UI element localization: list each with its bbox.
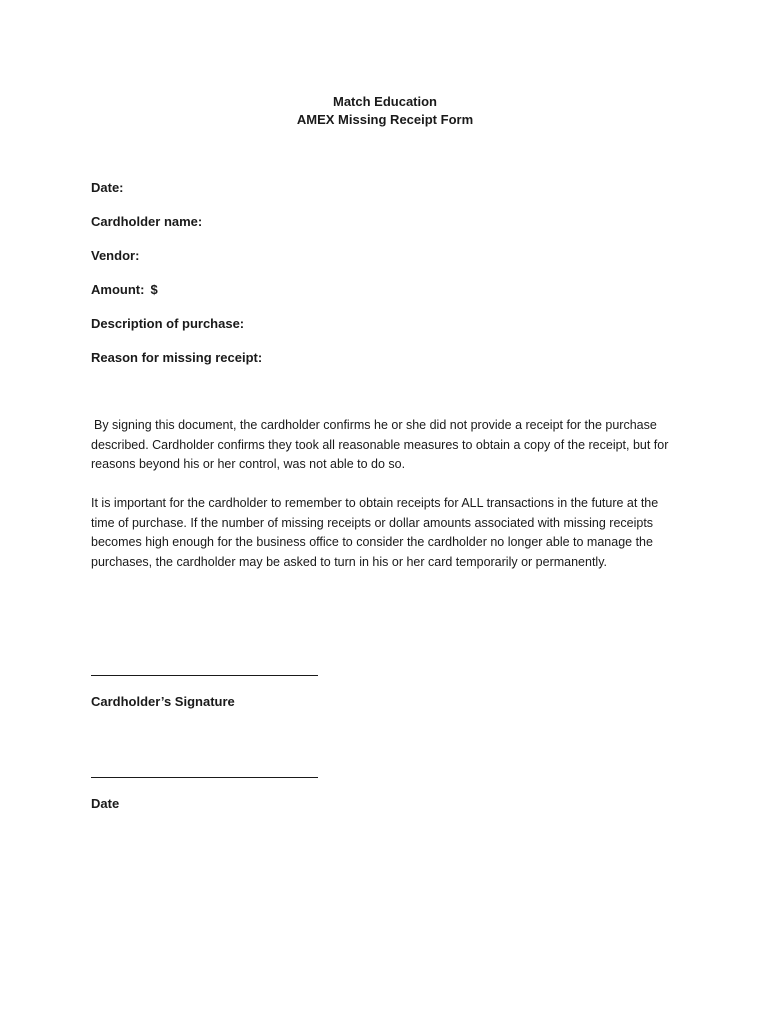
signature-line — [91, 675, 318, 676]
amount-field-label: Amount: — [91, 282, 145, 297]
date-signature-label: Date — [91, 796, 120, 811]
amount-field — [91, 281, 158, 299]
signature-label: Cardholder’s Signature — [91, 694, 235, 709]
reason-field-label: Reason for missing receipt: — [91, 350, 263, 365]
amount-currency-symbol: $ — [150, 282, 158, 297]
date-field-label: Date: — [91, 180, 124, 195]
form-header — [0, 93, 770, 129]
organization-name: Match Education — [332, 94, 437, 109]
policy-paragraph: It is important for the cardholder to remember to obtain receipts for ALL transactions in the future at the time of purchase. If the number of missing receipts or dollar amounts associated with missing receipts becomes high enough for the business office to consider the cardholder no longer able to manage the purchases, the cardholder may be asked to turn in his or her card temporarily or permanently. — [91, 496, 659, 569]
vendor-field-label: Vendor: — [91, 248, 140, 263]
confirmation-paragraph: By signing this document, the cardholder confirms he or she did not provide a receipt for the purchase described. Cardholder confirms they took all reasonable measures to obtain a copy of the receipt, but for reasons beyond his or her control, was not able to do so. — [91, 418, 669, 471]
form-title: AMEX Missing Receipt Form — [296, 112, 474, 127]
description-field-label: Description of purchase: — [91, 316, 245, 331]
date-signature-line — [91, 777, 318, 778]
cardholder-name-field-label: Cardholder name: — [91, 214, 203, 229]
